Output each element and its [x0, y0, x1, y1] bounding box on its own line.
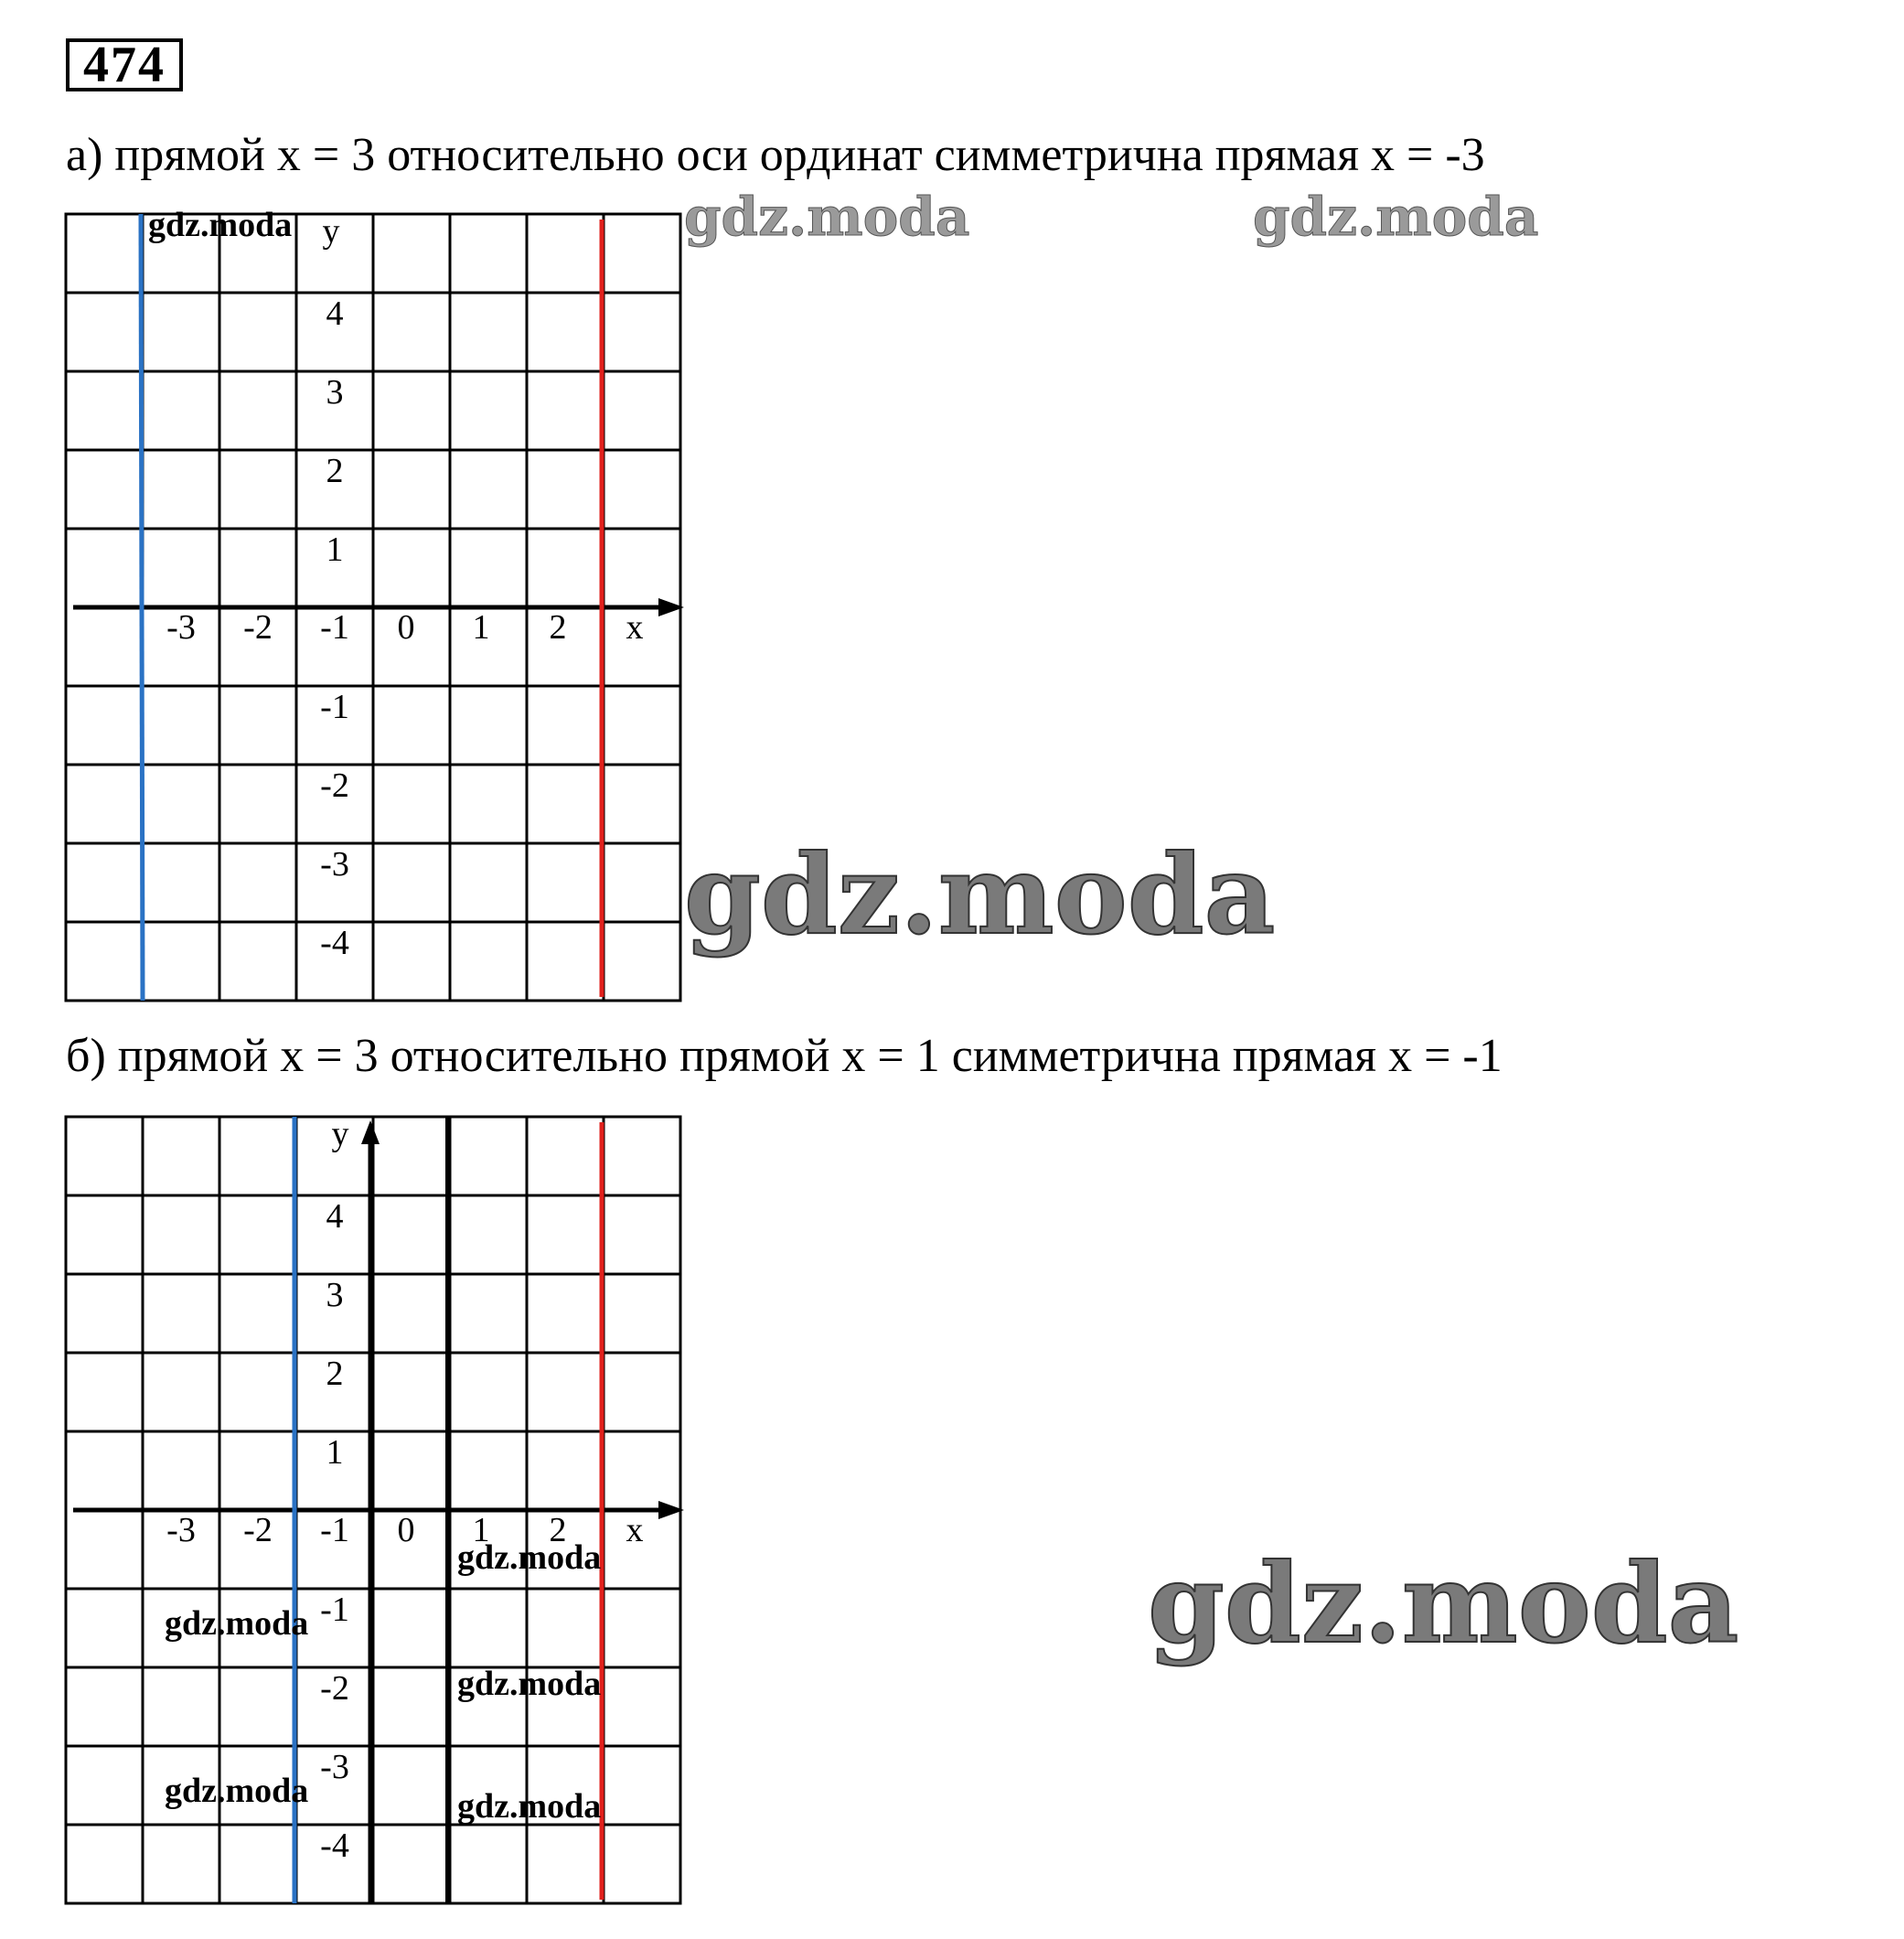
graph-part-b	[66, 1111, 688, 1907]
x-tick-label: -1	[320, 608, 349, 647]
watermark-text: gdz.moda	[1148, 1539, 1739, 1668]
x-tick-label: 2	[549, 608, 567, 647]
y-tick-label: -1	[320, 1591, 349, 1629]
x-tick-label: -3	[166, 1511, 196, 1549]
watermark-large	[1253, 187, 1546, 252]
x-tick-label: -2	[243, 1511, 273, 1549]
watermark-small-group	[165, 1538, 601, 1826]
watermark-svg	[1253, 187, 1546, 252]
x-tick-label: -1	[320, 1511, 349, 1549]
x-tick-label: 1	[472, 1511, 490, 1549]
watermark-text: gdz.moda	[684, 186, 970, 248]
watermark-text: gdz.moda	[1253, 186, 1539, 248]
watermark-small: gdz.moda	[457, 1787, 602, 1826]
y-tick-label: 2	[326, 452, 344, 490]
x-axis-label: x	[626, 608, 644, 647]
watermark-svg	[684, 187, 977, 252]
y-tick-label: -4	[320, 1827, 349, 1865]
y-tick-label: 4	[326, 1197, 344, 1236]
y-tick-label: 3	[326, 373, 344, 412]
x-tick-label: -3	[166, 608, 196, 647]
watermark-svg	[684, 830, 1276, 959]
watermark-large	[684, 830, 1276, 959]
y-tick-label: 2	[326, 1355, 344, 1393]
y-axis-label: y	[322, 212, 340, 251]
watermark-large	[684, 187, 977, 252]
x-tick-label: 0	[397, 1511, 415, 1549]
y-tick-label: -3	[320, 845, 349, 884]
y-tick-label: 1	[326, 530, 344, 569]
problem-number: 474	[66, 38, 183, 91]
line-x-minus-3	[141, 214, 143, 1001]
y-tick-label: -1	[320, 688, 349, 726]
x-tick-label: 0	[397, 608, 415, 647]
graph-a-svg	[66, 206, 688, 1004]
y-tick-label: -2	[320, 766, 349, 805]
y-axis-arrow-icon	[361, 1120, 380, 1144]
watermark-large	[1148, 1539, 1739, 1668]
watermark-small: gdz.moda	[457, 1665, 602, 1703]
statement-part-a: а) прямой x = 3 относительно оси ординат симметрична прямая x = -3	[66, 129, 1485, 181]
y-tick-label: 3	[326, 1276, 344, 1314]
graph-part-a	[66, 206, 688, 1004]
y-tick-label: -2	[320, 1669, 349, 1708]
watermark-small: gdz.moda	[457, 1538, 602, 1577]
watermark-small: gdz.moda	[165, 1772, 309, 1810]
watermark-small: gdz.moda	[148, 206, 293, 244]
y-tick-label: -3	[320, 1748, 349, 1786]
watermark-small: gdz.moda	[165, 1604, 309, 1643]
watermark-svg	[1148, 1539, 1739, 1668]
graph-b-svg	[66, 1111, 688, 1907]
x-tick-label: 1	[472, 608, 490, 647]
statement-part-b: б) прямой x = 3 относительно прямой x = 1 симметрична прямая x = -1	[66, 1030, 1503, 1082]
watermark-text: gdz.moda	[684, 830, 1276, 959]
y-tick-label: -4	[320, 924, 349, 962]
x-tick-label: 2	[549, 1511, 567, 1549]
x-tick-labels	[166, 608, 566, 647]
x-tick-label: -2	[243, 608, 273, 647]
x-axis-label: x	[626, 1511, 644, 1549]
y-tick-label: 1	[326, 1433, 344, 1472]
y-tick-label: 4	[326, 295, 344, 333]
y-axis-label: y	[331, 1115, 349, 1153]
